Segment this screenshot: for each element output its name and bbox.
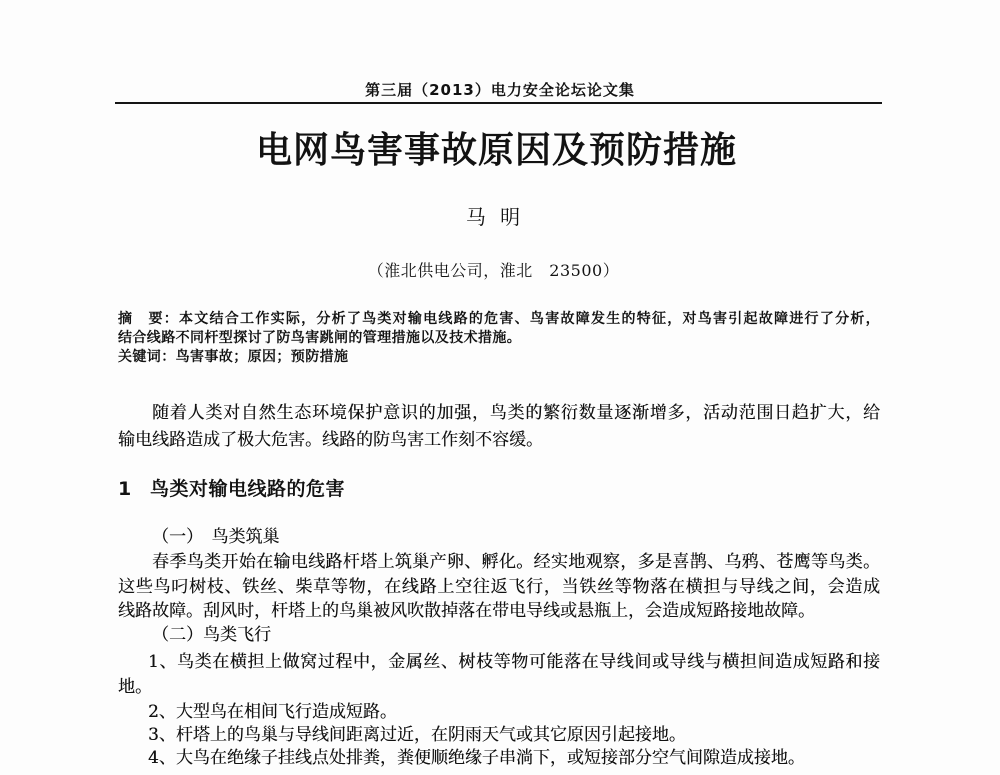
paragraph-line: 春季鸟类开始在输电线路杆塔上筑巢产卵、孵化。经实地观察，多是喜鹊、乌鸦、苍鹰等鸟类。 <box>152 552 880 572</box>
list-item-continuation: 地。 <box>118 677 152 697</box>
list-item: 3、杆塔上的鸟巢与导线间距离过近，在阴雨天气或其它原因引起接地。 <box>148 725 686 745</box>
list-item: 2、大型鸟在相间飞行造成短路。 <box>148 702 397 722</box>
intro-line: 随着人类对自然生态环境保护意识的加强，鸟类的繁衍数量逐渐增多，活动范围日趋扩大，给 <box>152 403 880 423</box>
abstract-label: 摘 要： <box>118 311 180 327</box>
paragraph-line: 这些鸟叼树枝、铁丝、柴草等物，在线路上空往返飞行，当铁丝等物落在横担与导线之间，会造成 <box>118 577 880 597</box>
subsection-title: （二）鸟类飞行 <box>152 625 271 645</box>
author-affiliation: （淮北供电公司，淮北 23500） <box>367 261 620 280</box>
intro-line: 输电线路造成了极大危害。线路的防鸟害工作刻不容缓。 <box>118 430 543 450</box>
keywords-label: 关键词： <box>118 349 176 365</box>
section-title: 鸟类对输电线路的危害 <box>150 478 346 500</box>
list-item: 4、大鸟在绝缘子挂线点处排粪，粪便顺绝缘子串淌下，或短接部分空气间隙造成接地。 <box>148 748 805 768</box>
abstract-text: 本文结合工作实际，分析了鸟类对输电线路的危害、鸟害故障发生的特征，对鸟害引起故障进行了分析， <box>179 311 880 327</box>
running-header: 第三届（2013）电力安全论坛论文集 <box>365 81 635 99</box>
paragraph-line: 线路故障。刮风时，杆塔上的鸟巢被风吹散掉落在带电导线或悬瓶上，会造成短路接地故障。 <box>118 601 815 621</box>
section-heading <box>118 476 718 502</box>
keywords-line <box>118 348 880 367</box>
list-item: 1、鸟类在横担上做窝过程中，金属丝、树枝等物可能落在导线间或导线与横担间造成短路和接 <box>148 652 880 672</box>
subsection-title: （一） 鸟类筑巢 <box>152 527 280 547</box>
section-number: 1 <box>118 478 132 500</box>
keywords-text: 鸟害事故；原因；预防措施 <box>175 349 349 365</box>
paper-title: 电网鸟害事故原因及预防措施 <box>255 130 737 171</box>
header-rule <box>115 102 882 104</box>
abstract-line: 结合线路不同杆型探讨了防鸟害跳闸的管理措施以及技术措施。 <box>118 330 522 346</box>
author-name: 马 明 <box>465 205 525 229</box>
abstract-line <box>118 310 880 329</box>
